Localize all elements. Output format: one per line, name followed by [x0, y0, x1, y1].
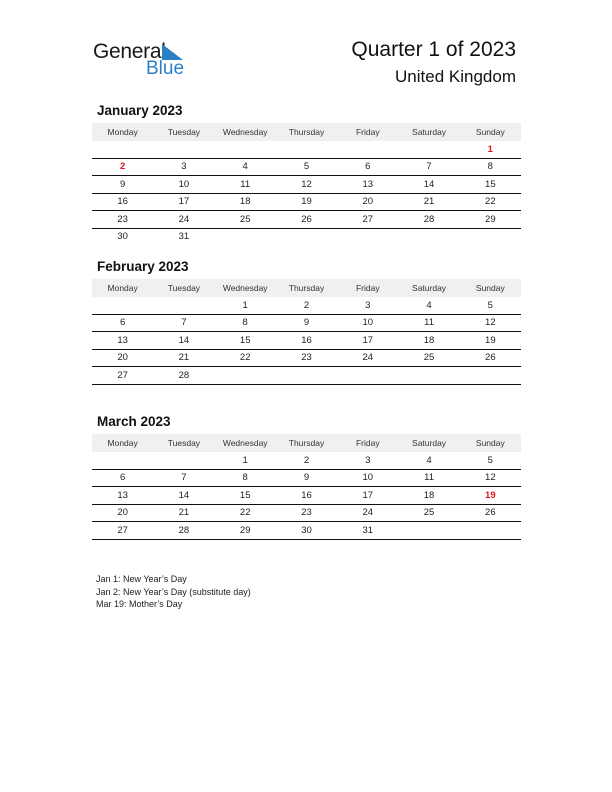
- day-cell: 2: [303, 299, 310, 311]
- weekday-label: Saturday: [412, 127, 447, 137]
- day-cell: 24: [362, 507, 374, 519]
- month-title: January 2023: [97, 103, 183, 118]
- day-cell: 4: [426, 299, 432, 311]
- day-cell: 20: [117, 352, 128, 364]
- day-cell: 26: [485, 352, 496, 364]
- day-cell: 15: [485, 178, 496, 190]
- week-row: [92, 211, 521, 229]
- day-cell: 5: [487, 299, 493, 311]
- weekday-label: Saturday: [412, 438, 447, 448]
- month-calendar-march: [92, 414, 521, 540]
- day-cell: 11: [424, 472, 434, 484]
- day-cell: 24: [178, 213, 190, 225]
- week-row: [92, 452, 521, 470]
- week-row: [92, 194, 521, 212]
- country-subtitle: United Kingdom: [395, 67, 516, 86]
- day-cell: 9: [303, 317, 310, 329]
- day-cell: 30: [117, 231, 128, 243]
- day-cell: 28: [178, 369, 190, 381]
- day-cell: 14: [178, 489, 190, 501]
- day-cell: 27: [117, 524, 128, 536]
- day-cell: 3: [365, 299, 371, 311]
- weekday-label: Wednesday: [222, 127, 268, 137]
- day-cell: 21: [178, 352, 190, 364]
- day-cell: 25: [239, 213, 251, 225]
- day-cell: 18: [239, 196, 251, 208]
- day-cell: 15: [239, 334, 251, 346]
- weekday-label: Friday: [355, 283, 380, 293]
- day-cell: 26: [301, 213, 312, 225]
- day-cell: 10: [362, 317, 374, 329]
- holiday-notes: [96, 573, 251, 611]
- day-cell: 5: [487, 454, 493, 466]
- day-cell: 13: [362, 178, 374, 190]
- week-row: [92, 315, 521, 333]
- day-cell: 22: [239, 507, 251, 519]
- day-cell: 16: [301, 489, 312, 501]
- generalblue-logo: [93, 40, 193, 80]
- day-cell: 22: [485, 196, 496, 208]
- weekday-label: Tuesday: [167, 127, 201, 137]
- day-cell: 15: [239, 489, 251, 501]
- week-row: [92, 487, 521, 505]
- weekday-label: Monday: [107, 127, 138, 137]
- month-calendar-february: [92, 259, 521, 385]
- day-cell: 23: [301, 507, 312, 519]
- day-cell: 23: [117, 213, 128, 225]
- weekday-label: Sunday: [475, 438, 505, 448]
- day-cell: 19: [485, 334, 496, 346]
- day-cell: 3: [365, 454, 371, 466]
- page-title: Quarter 1 of 2023: [351, 38, 516, 61]
- day-cell: 31: [362, 524, 374, 536]
- day-cell: 17: [362, 489, 374, 501]
- day-cell: 8: [242, 317, 248, 329]
- month-title: March 2023: [97, 414, 171, 429]
- day-cell: 9: [303, 472, 310, 484]
- day-cell: 5: [303, 161, 310, 173]
- week-row: [92, 176, 521, 194]
- weekday-label: Wednesday: [222, 283, 268, 293]
- day-cell: 1: [487, 143, 493, 155]
- month-calendar-january: [92, 103, 521, 246]
- day-cell: 13: [117, 334, 128, 346]
- day-cell: 8: [242, 472, 248, 484]
- day-cell: 29: [239, 524, 251, 536]
- day-cell: 7: [181, 317, 187, 329]
- day-cell: 23: [301, 352, 312, 364]
- day-cell: 7: [181, 472, 187, 484]
- day-cell: 6: [365, 161, 371, 173]
- weekday-label: Sunday: [475, 283, 505, 293]
- weekday-label: Sunday: [475, 127, 505, 137]
- day-cell: 10: [178, 178, 190, 190]
- day-cell: 21: [423, 196, 435, 208]
- day-cell: 10: [362, 472, 374, 484]
- day-cell: 14: [423, 178, 435, 190]
- day-cell: 25: [423, 352, 435, 364]
- day-cell: 24: [362, 352, 374, 364]
- day-cell: 4: [426, 454, 432, 466]
- weekday-label: Saturday: [412, 283, 447, 293]
- week-row: [92, 522, 521, 540]
- day-cell: 6: [119, 472, 126, 484]
- day-cell: 16: [301, 334, 312, 346]
- week-row: [92, 229, 521, 247]
- day-cell: 25: [423, 507, 435, 519]
- day-cell: 13: [117, 489, 128, 501]
- week-row: [92, 505, 521, 523]
- day-cell: 26: [485, 507, 496, 519]
- day-cell: 21: [178, 507, 190, 519]
- day-cell: 19: [485, 489, 496, 501]
- week-row: [92, 297, 521, 315]
- weekday-label: Thursday: [288, 283, 325, 293]
- day-cell: 12: [485, 472, 496, 484]
- day-cell: 30: [301, 524, 312, 536]
- day-cell: 3: [181, 161, 187, 173]
- logo-text-general: General: [93, 40, 166, 63]
- day-cell: 8: [487, 161, 493, 173]
- day-cell: 22: [239, 352, 251, 364]
- weekday-header-row: [92, 279, 521, 297]
- day-cell: 16: [117, 196, 128, 208]
- weekday-label: Wednesday: [222, 438, 268, 448]
- week-row: [92, 350, 521, 368]
- holiday-note: Jan 1: New Year’s Day: [96, 574, 187, 584]
- day-cell: 14: [178, 334, 190, 346]
- day-cell: 27: [117, 369, 128, 381]
- week-row: [92, 367, 521, 385]
- weekday-label: Friday: [355, 127, 380, 137]
- weekday-label: Friday: [355, 438, 380, 448]
- day-cell: 28: [423, 213, 435, 225]
- day-cell: 27: [362, 213, 374, 225]
- day-cell: 1: [242, 299, 248, 311]
- weekday-label: Thursday: [288, 438, 325, 448]
- holiday-note: Mar 19: Mother’s Day: [96, 599, 183, 609]
- day-cell: 12: [485, 317, 496, 329]
- day-cell: 20: [362, 196, 374, 208]
- week-row: [92, 470, 521, 488]
- weekday-label: Tuesday: [167, 283, 201, 293]
- day-cell: 9: [119, 178, 126, 190]
- day-cell: 2: [119, 161, 126, 173]
- day-cell: 28: [178, 524, 190, 536]
- weekday-label: Tuesday: [167, 438, 201, 448]
- day-cell: 29: [485, 213, 496, 225]
- day-cell: 18: [423, 489, 435, 501]
- day-cell: 12: [301, 178, 312, 190]
- day-cell: 18: [423, 334, 435, 346]
- month-title: February 2023: [97, 259, 189, 274]
- day-cell: 1: [242, 454, 248, 466]
- holiday-note: Jan 2: New Year’s Day (substitute day): [96, 586, 251, 597]
- day-cell: 17: [362, 334, 374, 346]
- week-row: [92, 141, 521, 159]
- day-cell: 31: [178, 231, 190, 243]
- weekday-label: Monday: [107, 283, 138, 293]
- week-row: [92, 159, 521, 177]
- day-cell: 20: [117, 507, 128, 519]
- weekday-label: Monday: [107, 438, 138, 448]
- day-cell: 6: [119, 317, 126, 329]
- weekday-header-row: [92, 434, 521, 452]
- day-cell: 4: [242, 161, 248, 173]
- day-cell: 7: [426, 161, 432, 173]
- day-cell: 17: [178, 196, 190, 208]
- day-cell: 11: [240, 178, 251, 190]
- week-row: [92, 332, 521, 350]
- day-cell: 19: [301, 196, 312, 208]
- day-cell: 2: [303, 454, 310, 466]
- day-cell: 11: [424, 317, 434, 329]
- weekday-label: Thursday: [288, 127, 325, 137]
- weekday-header-row: [92, 123, 521, 141]
- logo-text-blue: Blue: [146, 58, 185, 79]
